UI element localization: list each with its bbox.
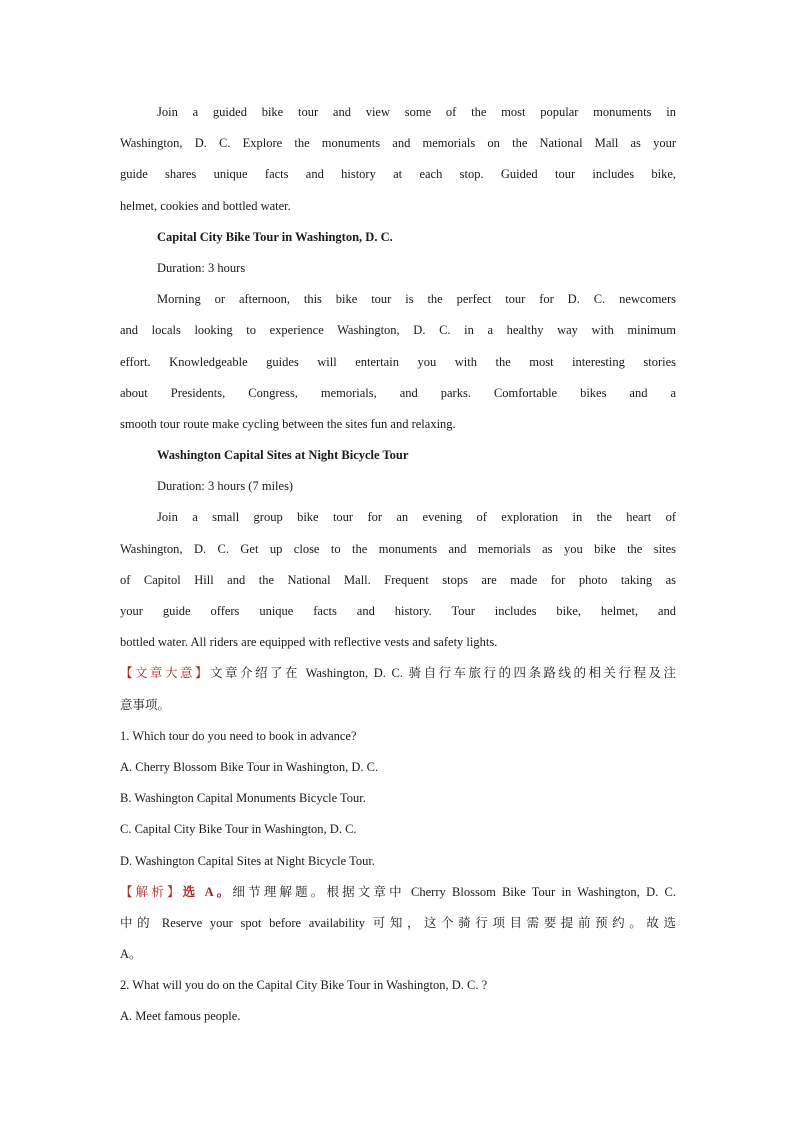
paragraph-line: smooth tour route make cycling between the sites fun and relaxing. (120, 416, 456, 431)
answer-option: A. Meet famous people. (120, 1009, 241, 1024)
analysis-text: 细节理解题。根据文章中 Cherry Blossom Bike Tour in Washington, D. C. (232, 884, 676, 899)
summary-line (120, 658, 676, 689)
paragraph-line: Join a small group bike tour for an evening of exploration in the heart of (157, 510, 676, 525)
tour-duration: Duration: 3 hours (157, 260, 246, 275)
answer-option: B. Washington Capital Monuments Bicycle Tour. (120, 791, 366, 806)
paragraph-line: your guide offers unique facts and history. Tour includes bike, helmet, and (120, 604, 676, 618)
paragraph-line: and locals looking to experience Washington, D. C. in a healthy way with minimum (120, 323, 676, 338)
question-text: 2. What will you do on the Capital City Bike Tour in Washington, D. C. ? (120, 978, 488, 993)
analysis-line: 中的 Reserve your spot before availability 可知，这个骑行项目需要提前预约。故选 (120, 915, 676, 930)
paragraph-line: guide shares unique facts and history at each stop. Guided tour includes bike, (120, 167, 676, 182)
paragraph-line: bottled water. All riders are equipped with reflective vests and safety lights. (120, 635, 498, 650)
summary-text: 文章介绍了在 Washington, D. C. 骑自行车旅行的四条路线的相关行程及注 (209, 666, 676, 681)
paragraph-line: Morning or afternoon, this bike tour is the perfect tour for D. C. newcomers (157, 292, 676, 307)
paragraph-line: Washington, D. C. Explore the monuments and memorials on the National Mall as your (120, 136, 676, 151)
summary-tag: 【文章大意】 (120, 666, 210, 681)
paragraph-line: Washington, D. C. Get up close to the monuments and memorials as you bike the sites (120, 541, 676, 556)
tour-duration: Duration: 3 hours (7 miles) (157, 479, 294, 494)
paragraph-line: effort. Knowledgeable guides will entertain you with the most interesting stories (120, 354, 676, 369)
paragraph-line: helmet, cookies and bottled water. (120, 198, 291, 213)
answer-tag: 选 A。 (182, 884, 233, 899)
analysis-tag: 【解析】 (120, 884, 183, 899)
question-text: 1. Which tour do you need to book in advance? (120, 728, 357, 743)
summary-line: 意事项。 (120, 697, 171, 712)
tour-title: Capital City Bike Tour in Washington, D. C. (157, 229, 393, 244)
paragraph-line: of Capitol Hill and the National Mall. Frequent stops are made for photo taking as (120, 572, 676, 587)
answer-option: C. Capital City Bike Tour in Washington, D. C. (120, 822, 357, 837)
document-page (120, 97, 676, 1033)
paragraph-line: Join a guided bike tour and view some of the most popular monuments in (157, 105, 676, 119)
analysis-line: A。 (120, 947, 142, 962)
tour-title: Washington Capital Sites at Night Bicycle Tour (157, 448, 409, 463)
paragraph-line: about Presidents, Congress, memorials, and parks. Comfortable bikes and a (120, 385, 676, 400)
analysis-line (120, 877, 676, 908)
answer-option: A. Cherry Blossom Bike Tour in Washington, D. C. (120, 759, 379, 774)
answer-option: D. Washington Capital Sites at Night Bicycle Tour. (120, 853, 375, 868)
